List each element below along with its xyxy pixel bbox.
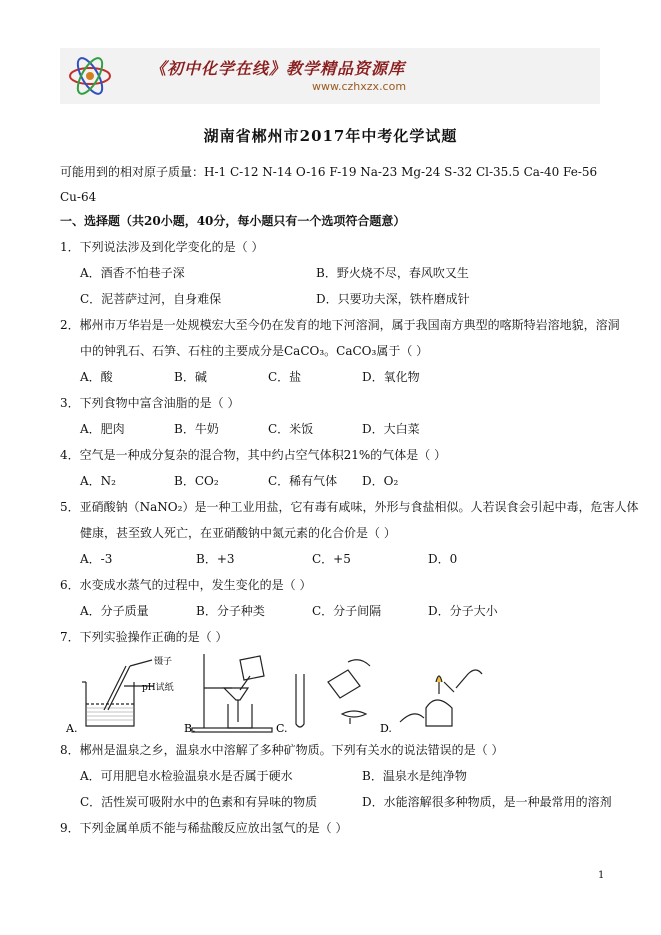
q5-option-b: B．+3 — [196, 552, 235, 566]
q1-option-a: A．酒香不怕巷子深 — [80, 266, 185, 280]
q5-option-a: A．-3 — [80, 552, 113, 566]
page-title: 湖南省郴州市2017年中考化学试题 — [203, 127, 458, 145]
question-9-stem: 9．下列金属单质不能与稀盐酸反应放出氢气的是（ ） — [60, 821, 348, 835]
q6-option-b: B．分子种类 — [196, 604, 265, 618]
q1-option-d: D．只要功夫深，铁杵磨成针 — [316, 292, 470, 306]
figure-c-pouring — [296, 660, 370, 727]
atomic-masses-line1: 可能用到的相对原子质量：H-1 C-12 N-14 O-16 F-19 Na-23 Mg-24 S-32 Cl-35.5 Ca-40 Fe-56 — [60, 165, 598, 179]
figure-a-ph-test — [82, 660, 154, 726]
section-heading: 一、选择题（共20小题，40分，每小题只有一个选项符合题意） — [60, 214, 406, 228]
question-6-stem: 6．水变成水蒸气的过程中，发生变化的是（ ） — [60, 578, 312, 592]
banner-title: 《初中化学在线》教学精品资源库 — [150, 59, 406, 78]
question-7-stem: 7．下列实验操作正确的是（ ） — [60, 630, 228, 644]
q6-option-a: A．分子质量 — [80, 604, 149, 618]
q2-option-a: A．酸 — [80, 370, 113, 384]
question-8-stem: 8．郴州是温泉之乡，温泉水中溶解了多种矿物质。下列有关水的说法错误的是（ ） — [60, 743, 504, 757]
atom-logo-icon — [66, 52, 114, 100]
figure-d-alcohol-lamp — [400, 670, 482, 726]
question-5-stem-2: 健康，甚至致人死亡，在亚硝酸钠中氮元素的化合价是（ ） — [80, 526, 396, 540]
q3-option-a: A．肥肉 — [80, 422, 125, 436]
q1-option-b: B．野火烧不尽，春风吹又生 — [316, 266, 469, 280]
label-tweezers: 镊子 — [154, 657, 173, 667]
q6-option-c: C．分子间隔 — [312, 604, 382, 618]
q3-option-b: B．牛奶 — [174, 422, 219, 436]
question-3-stem: 3．下列食物中富含油脂的是（ ） — [60, 396, 240, 410]
page-number: 1 — [598, 870, 605, 881]
q4-option-d: D．O₂ — [362, 474, 399, 488]
q2-option-c: C．盐 — [268, 370, 302, 384]
q4-option-a: A．N₂ — [80, 474, 116, 488]
q2-option-d: D．氧化物 — [362, 370, 420, 384]
question-5-stem-1: 5．亚硝酸钠（NaNO₂）是一种工业用盐，它有毒有咸味，外形与食盐相似。人若误食会引起中毒，危害人体 — [60, 500, 639, 514]
q5-option-c: C．+5 — [312, 552, 351, 566]
q8-option-b: B．温泉水是纯净物 — [362, 769, 467, 783]
figure-b-label: B. — [184, 722, 196, 734]
q8-option-c: C．活性炭可吸附水中的色素和有异味的物质 — [80, 795, 318, 809]
figure-d-label: D. — [380, 722, 392, 734]
lab-operations-figure — [64, 652, 624, 734]
question-4-stem: 4．空气是一种成分复杂的混合物，其中约占空气体积21%的气体是（ ） — [60, 448, 447, 462]
atomic-masses-line2: Cu-64 — [60, 190, 97, 204]
label-ph-paper: pH试纸 — [142, 683, 174, 693]
figure-a-label: A. — [66, 722, 78, 734]
q3-option-d: D．大白菜 — [362, 422, 420, 436]
question-2-stem-2: 中的钟乳石、石笋、石柱的主要成分是CaCO₃。CaCO₃属于（ ） — [80, 344, 429, 358]
q1-option-c: C．泥菩萨过河，自身难保 — [80, 292, 222, 306]
q4-option-b: B．CO₂ — [174, 474, 219, 488]
q4-option-c: C．稀有气体 — [268, 474, 338, 488]
figure-b-filtration — [192, 654, 272, 732]
q2-option-b: B．碱 — [174, 370, 207, 384]
q3-option-c: C．米饭 — [268, 422, 314, 436]
figure-c-label: C. — [276, 722, 288, 734]
q8-option-a: A．可用肥皂水检验温泉水是否属于硬水 — [80, 769, 293, 783]
banner-url: www.czhxzx.com — [312, 80, 407, 93]
question-2-stem-1: 2．郴州市万华岩是一处规模宏大至今仍在发育的地下河溶洞，属于我国南方典型的喀斯特岩溶地貌，溶洞 — [60, 318, 620, 332]
question-1-stem: 1．下列说法涉及到化学变化的是（ ） — [60, 240, 264, 254]
q5-option-d: D．0 — [428, 552, 458, 566]
q8-option-d: D．水能溶解很多种物质，是一种最常用的溶剂 — [362, 795, 612, 809]
q6-option-d: D．分子大小 — [428, 604, 498, 618]
